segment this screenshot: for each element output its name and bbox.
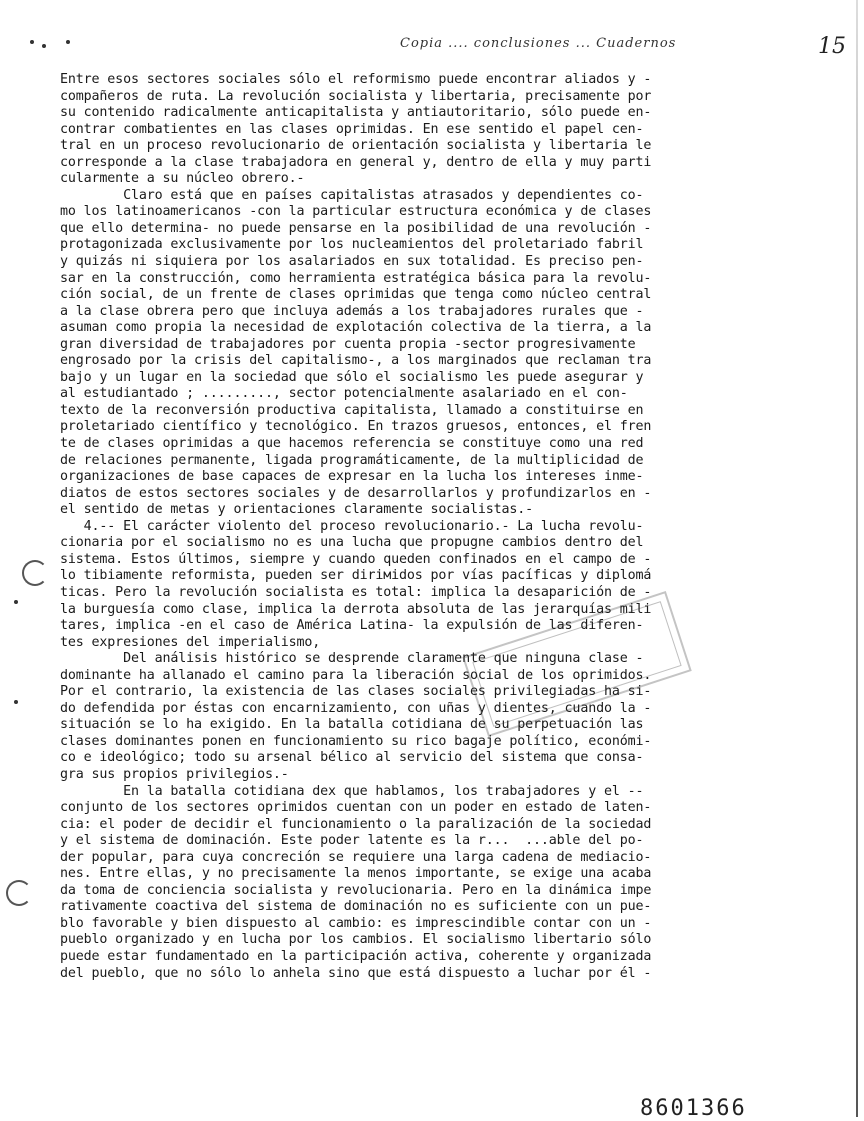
text-line: gran diversidad de trabajadores por cuenta propia -sector progresivamente bbox=[60, 336, 636, 352]
text-line: conjunto de los sectores oprimidos cuentan con un poder en estado de laten- bbox=[60, 800, 652, 816]
text-line: En la batalla cotidiana dex que hablamos, los trabajadores y el -- bbox=[60, 783, 644, 799]
page-edge-shadow bbox=[856, 0, 858, 1117]
text-line: ción social, de un frente de clases oprimidas que tenga como núcleo central bbox=[60, 287, 652, 303]
text-line: rativamente coactiva del sistema de dominación no es suficiente con un pue- bbox=[60, 899, 652, 915]
punch-hole-mark bbox=[6, 880, 32, 906]
text-line: dominante ha allanado el camino para la liberación social de los oprimidos. bbox=[60, 667, 652, 683]
text-line: cularmente a su núcleo obrero.- bbox=[60, 171, 305, 187]
scan-speck bbox=[66, 40, 70, 44]
text-line: corresponde a la clase trabajadora en general y, dentro de ella y muy parti bbox=[60, 154, 652, 170]
text-line: del pueblo, que no sólo lo anhela sino que está dispuesto a luchar por él - bbox=[60, 965, 652, 981]
text-line: nes. Entre ellas, y no precisamente la menos importante, se exige una acaba bbox=[60, 866, 652, 882]
text-line: cionaria por el socialismo no es una lucha que propugne cambios dentro del bbox=[60, 535, 644, 551]
text-line: puede estar fundamentado en la participación activa, coherente y organizada bbox=[60, 948, 652, 964]
text-line: la burguesía como clase, implica la derrota absoluta de las jerarquías mili bbox=[60, 601, 652, 617]
text-line: gra sus propios privilegios.- bbox=[60, 766, 289, 782]
page-number: 15 bbox=[818, 34, 846, 59]
text-line: a la clase obrera pero que incluya además a los trabajadores rurales que - bbox=[60, 303, 644, 319]
text-line: que ello determina- no puede pensarse en la posibilidad de una revolución - bbox=[60, 220, 652, 236]
text-line: te de clases oprimidas a que hacemos referencia se constituye como una red bbox=[60, 436, 644, 452]
scan-speck bbox=[30, 40, 34, 44]
text-line: al estudiantado ; ........., sector potencialmente asalariado en el con- bbox=[60, 386, 628, 402]
text-line: do defendida por éstas con encarnizamiento, con uñas y dientes, cuando la - bbox=[60, 700, 652, 716]
text-line: de relaciones permanente, ligada programáticamente, de la multiplicidad de bbox=[60, 452, 644, 468]
handwritten-header-note: Copia .... conclusiones ... Cuadernos bbox=[400, 36, 677, 51]
text-line: co e ideológico; todo su arsenal bélico al servicio del sistema que consa- bbox=[60, 750, 644, 766]
text-line: mo los latinoamericanos -con la particular estructura económica y de clases bbox=[60, 204, 652, 220]
text-line: diatos de estos sectores sociales y de desarrollarlos y profundizarlos en - bbox=[60, 485, 652, 501]
text-line: proletariado científico y tecnológico. En trazos gruesos, entonces, el fren bbox=[60, 419, 652, 435]
scan-speck bbox=[42, 44, 46, 48]
text-line: y el sistema de dominación. Este poder latente es la r... ...able del po- bbox=[60, 833, 644, 849]
text-line: y quizás ni siquiera por los asalariados en sux totalidad. Es preciso pen- bbox=[60, 254, 644, 270]
text-line: clases dominantes ponen en funcionamiento su rico bagaje político, económi- bbox=[60, 733, 652, 749]
document-code: 8601366 bbox=[640, 1096, 747, 1121]
text-line: engrosado por la crisis del capitalismo-, a los marginados que reclaman tra bbox=[60, 353, 652, 369]
text-line: asuman como propia la necesidad de explotación colectiva de la tierra, a la bbox=[60, 320, 652, 336]
text-line: 4.-- El carácter violento del proceso revolucionario.- La lucha revolu- bbox=[60, 518, 644, 534]
text-line: der popular, para cuya concreción se requiere una larga cadena de mediacio- bbox=[60, 849, 652, 865]
text-line: sistema. Estos últimos, siempre y cuando queden confinados en el campo de - bbox=[60, 551, 652, 567]
text-line: Del análisis histórico se desprende claramente que ninguna clase - bbox=[60, 651, 644, 667]
text-line: tes expresiones del imperialismo, bbox=[60, 634, 321, 650]
text-line: sar en la construcción, como herramienta estratégica básica para la revolu- bbox=[60, 270, 652, 286]
text-line: pueblo organizado y en lucha por los cambios. El socialismo libertario sólo bbox=[60, 932, 652, 948]
text-line: da toma de conciencia socialista y revolucionaria. Pero en la dinámica impe bbox=[60, 882, 652, 898]
body-text bbox=[60, 72, 820, 982]
text-line: lo tibiamente reformista, pueden ser diriмidos por vías pacíficas y diplomá bbox=[60, 568, 652, 584]
text-line: cia: el poder de decidir el funcionamiento o la paralización de la sociedad bbox=[60, 816, 652, 832]
scan-speck bbox=[14, 600, 18, 604]
text-line: texto de la reconversión productiva capitalista, llamado a constituirse en bbox=[60, 402, 644, 418]
text-line: Entre esos sectores sociales sólo el reformismo puede encontrar aliados y - bbox=[60, 72, 652, 87]
text-line: situación se lo ha exigido. En la batalla cotidiana de su perpetuación las bbox=[60, 717, 644, 733]
text-line: su contenido radicalmente anticapitalista y antiautoritario, sólo puede en- bbox=[60, 105, 652, 121]
text-line: bajo y un lugar en la sociedad que sólo el socialismo les puede asegurar y bbox=[60, 369, 644, 385]
text-line: organizaciones de base capaces de expresar en la lucha los intereses inme- bbox=[60, 469, 644, 485]
text-line: blo favorable y bien dispuesto al cambio: es imprescindible contar con un - bbox=[60, 915, 652, 931]
text-line: tral en un proceso revolucionario de orientación socialista y libertaria le bbox=[60, 138, 652, 154]
text-line: ticas. Pero la revolución socialista es total: implica la desaparición de - bbox=[60, 584, 652, 600]
text-line: contrar combatientes en las clases oprimidas. En ese sentido el papel cen- bbox=[60, 121, 644, 137]
text-line: Por el contrario, la existencia de las clases sociales privilegiadas ha si- bbox=[60, 684, 652, 700]
text-line: compañeros de ruta. La revolución socialista y libertaria, precisamente por bbox=[60, 88, 652, 104]
scan-speck bbox=[14, 700, 18, 704]
text-line: el sentido de metas y orientaciones claramente socialistas.- bbox=[60, 502, 534, 518]
text-line: tares, implica -en el caso de América Latina- la expulsión de las diferen- bbox=[60, 618, 644, 634]
text-line: Claro está que en países capitalistas atrasados y dependientes co- bbox=[60, 187, 644, 203]
punch-hole-mark bbox=[22, 560, 48, 586]
text-line: protagonizada exclusivamente por los nucleamientos del proletariado fabril bbox=[60, 237, 644, 253]
